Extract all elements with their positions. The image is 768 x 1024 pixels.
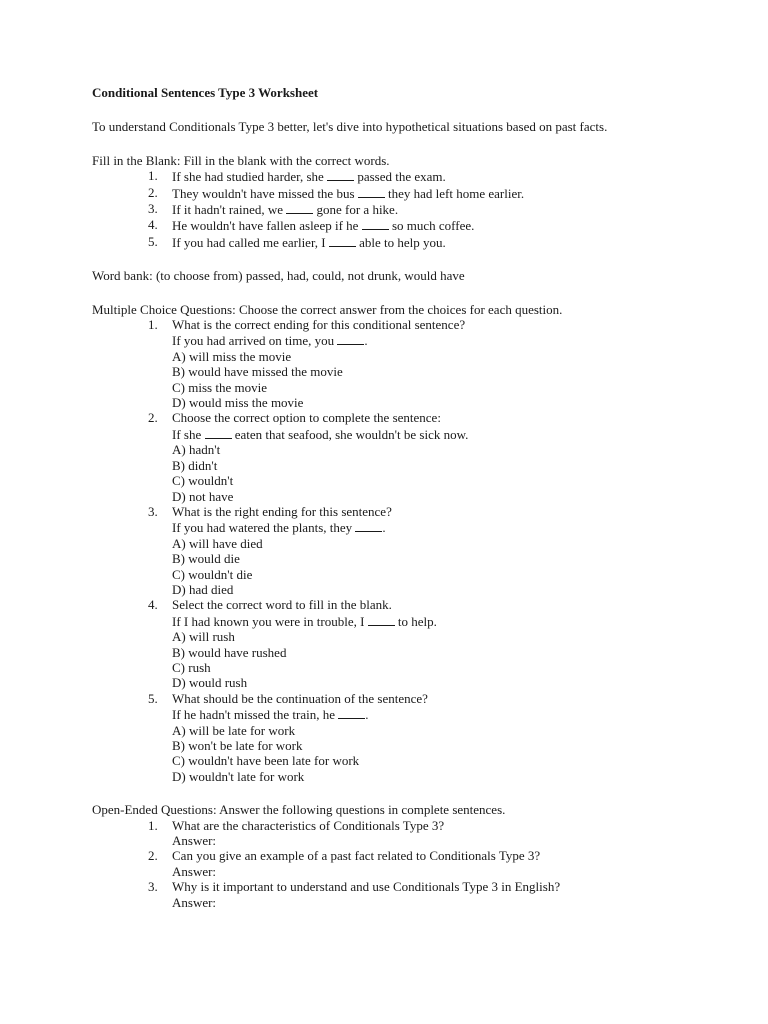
mc-option: C) wouldn't	[172, 473, 234, 489]
item-number: 5.	[148, 690, 158, 706]
mc-option: A) will miss the movie	[172, 348, 292, 364]
fill-blank-sentence: He wouldn't have fallen asleep if he so much coffee.	[172, 218, 475, 234]
mc-sentence: If you had arrived on time, you .	[172, 333, 368, 349]
fill-blank-sentence: If she had studied harder, she passed the exam.	[172, 169, 446, 185]
mc-prompt: What should be the continuation of the sentence?	[172, 690, 428, 706]
mc-option: D) would rush	[172, 675, 248, 691]
mc-option: B) would have missed the movie	[172, 364, 343, 380]
mc-prompt: What is the correct ending for this conditional sentence?	[172, 317, 466, 333]
mc-option: A) will be late for work	[172, 722, 296, 738]
mc-option: D) had died	[172, 581, 234, 597]
mc-sentence: If you had watered the plants, they .	[172, 520, 386, 536]
mc-option: C) wouldn't die	[172, 566, 253, 582]
fill-blank-sentence: They wouldn't have missed the bus they had left home earlier.	[172, 185, 525, 201]
item-body	[162, 691, 732, 784]
item-body	[162, 201, 732, 217]
mc-option: D) wouldn't late for work	[172, 768, 305, 784]
mc-prompt: Choose the correct option to complete the sentence:	[172, 410, 441, 426]
answer-blank	[358, 185, 385, 198]
mc-sentence: If he hadn't missed the train, he .	[172, 707, 369, 723]
open-ended-question	[92, 818, 732, 849]
mc-option: C) rush	[172, 659, 211, 675]
item-body	[162, 504, 732, 597]
page-title: Conditional Sentences Type 3 Worksheet	[92, 85, 319, 100]
open-ended-question	[92, 879, 732, 910]
item-body	[162, 234, 732, 250]
mc-option: A) will rush	[172, 629, 235, 645]
mc-option: B) would have rushed	[172, 644, 287, 660]
intro-text: To understand Conditionals Type 3 better, let's dive into hypothetical situations based on past facts.	[92, 119, 608, 135]
mc-question	[92, 504, 732, 597]
answer-blank	[362, 217, 389, 230]
item-body	[162, 848, 732, 879]
item-number: 1.	[148, 817, 158, 833]
item-number: 2.	[148, 184, 158, 200]
item-number: 3.	[148, 503, 158, 519]
oe-answer-label: Answer:	[172, 894, 217, 910]
mc-option: B) won't be late for work	[172, 738, 303, 754]
item-body	[162, 410, 732, 503]
fill-blank-item	[92, 201, 732, 217]
oe-answer-label: Answer:	[172, 863, 217, 879]
answer-blank	[327, 168, 354, 181]
fill-blank-heading: Fill in the Blank: Fill in the blank with the correct words.	[92, 152, 390, 168]
fill-blank-sentence: If it hadn't rained, we gone for a hike.	[172, 202, 399, 218]
multiple-choice-list	[92, 317, 732, 784]
mc-option: D) not have	[172, 488, 234, 504]
oe-answer-label: Answer:	[172, 833, 217, 849]
item-number: 1.	[148, 168, 158, 184]
answer-blank	[355, 519, 382, 532]
answer-blank	[368, 613, 395, 626]
mc-option: B) didn't	[172, 457, 218, 473]
mc-prompt: Select the correct word to fill in the blank.	[172, 597, 392, 613]
item-body	[162, 597, 732, 690]
oe-question-text: Why is it important to understand and use Conditionals Type 3 in English?	[172, 879, 561, 895]
worksheet-page	[92, 85, 732, 910]
item-number: 4.	[148, 597, 158, 613]
mc-option: A) hadn't	[172, 442, 221, 458]
answer-blank	[286, 201, 313, 214]
item-body	[162, 185, 732, 201]
word-bank: Word bank: (to choose from) passed, had, could, not drunk, would have	[92, 268, 465, 284]
mc-question	[92, 691, 732, 784]
item-number: 1.	[148, 317, 158, 333]
item-number: 2.	[148, 410, 158, 426]
mc-sentence: If she eaten that seafood, she wouldn't be sick now.	[172, 426, 469, 442]
fill-blank-sentence: If you had called me earlier, I able to help you.	[172, 234, 446, 250]
answer-blank	[205, 426, 232, 439]
mc-option: C) wouldn't have been late for work	[172, 753, 360, 769]
fill-blank-list	[92, 168, 732, 250]
mc-question	[92, 597, 732, 690]
oe-question-text: Can you give an example of a past fact related to Conditionals Type 3?	[172, 848, 541, 864]
fill-blank-item	[92, 217, 732, 233]
fill-blank-item	[92, 185, 732, 201]
item-body	[162, 818, 732, 849]
item-number: 4.	[148, 217, 158, 233]
item-body	[162, 168, 732, 184]
answer-blank	[338, 706, 365, 719]
mc-question	[92, 410, 732, 503]
item-number: 3.	[148, 879, 158, 895]
answer-blank	[337, 332, 364, 345]
item-body	[162, 217, 732, 233]
mc-question	[92, 317, 732, 410]
fill-blank-item	[92, 234, 732, 250]
mc-sentence: If I had known you were in trouble, I to help.	[172, 613, 437, 629]
open-ended-list	[92, 818, 732, 910]
mc-option: C) miss the movie	[172, 379, 267, 395]
item-number: 3.	[148, 201, 158, 217]
item-number: 5.	[148, 233, 158, 249]
item-body	[162, 879, 732, 910]
mc-option: D) would miss the movie	[172, 395, 304, 411]
item-number: 2.	[148, 848, 158, 864]
fill-blank-item	[92, 168, 732, 184]
item-body	[162, 317, 732, 410]
open-ended-question	[92, 848, 732, 879]
multiple-choice-heading: Multiple Choice Questions: Choose the correct answer from the choices for each question.	[92, 301, 563, 317]
open-ended-heading: Open-Ended Questions: Answer the following questions in complete sentences.	[92, 802, 506, 818]
mc-prompt: What is the right ending for this sentence?	[172, 503, 392, 519]
mc-option: A) will have died	[172, 535, 263, 551]
oe-question-text: What are the characteristics of Conditionals Type 3?	[172, 817, 445, 833]
answer-blank	[329, 234, 356, 247]
mc-option: B) would die	[172, 551, 240, 567]
